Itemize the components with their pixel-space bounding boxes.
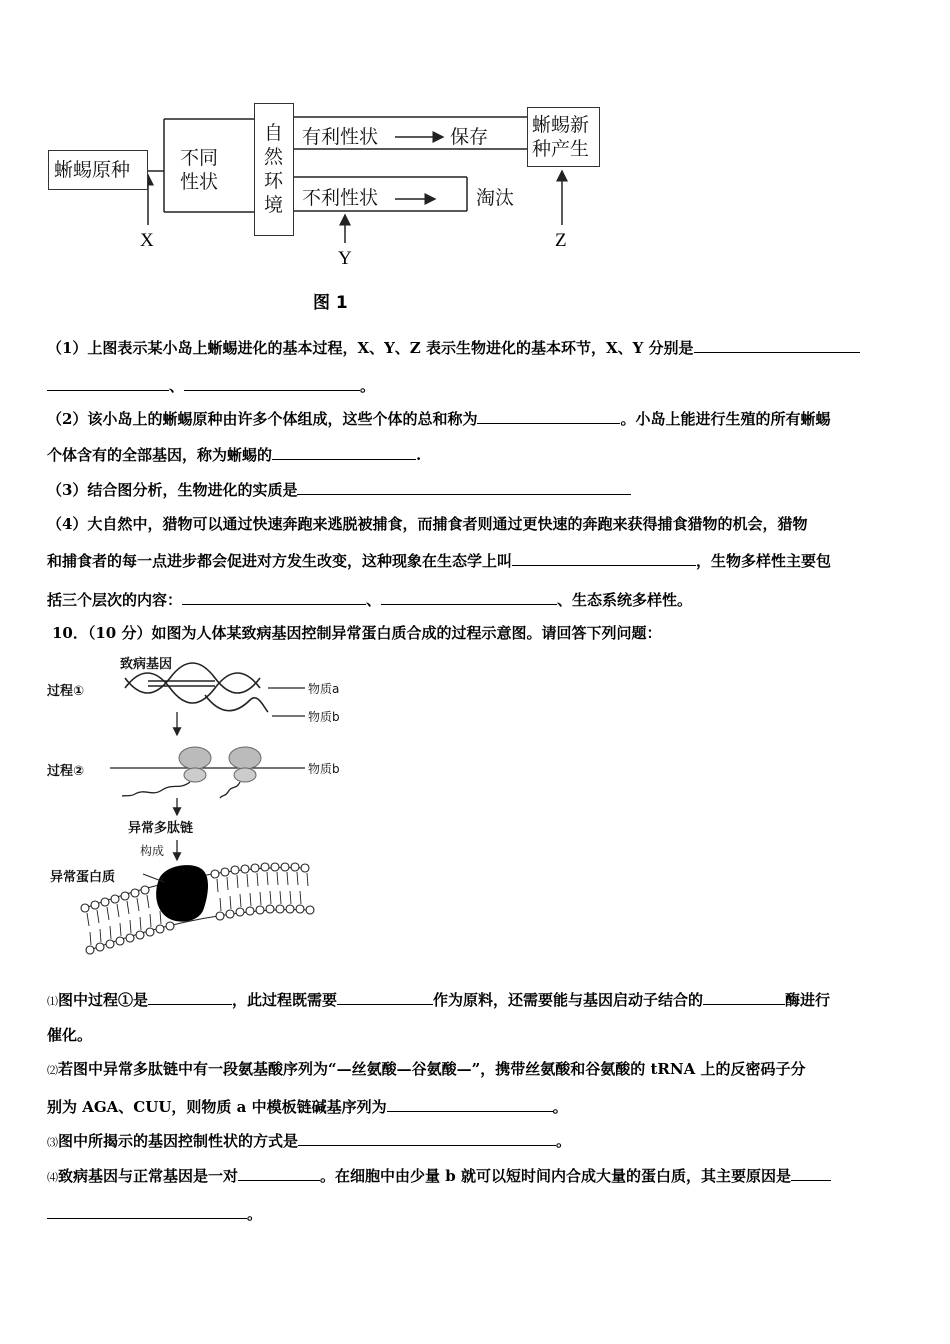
q10-s1-text-c: 作为原料，还需要能与基因启动子结合的: [433, 991, 704, 1009]
q10-sub3: [47, 1129, 571, 1154]
new-species-box: [527, 107, 600, 167]
constitute-label: 构成: [140, 844, 165, 858]
env-char-3: 环: [264, 170, 284, 192]
q9-part4-line3: [47, 588, 692, 611]
gene-expression-drawing: [40, 650, 370, 970]
q9-p2-text-c: 个体含有的全部基因，称为蜥蜴的: [47, 446, 273, 464]
q9-part2-line1: [47, 407, 830, 430]
preserve-label: 保存: [450, 126, 489, 148]
answer-blank[interactable]: [297, 478, 631, 495]
diff-traits-line2: 性状: [180, 171, 219, 193]
answer-blank[interactable]: [238, 1164, 320, 1181]
q10-s2-text-a: 若图中异常多肽链中有一段氨基酸序列为“—丝氨酸—谷氨酸—”，携带丝氨酸和谷氨酸的 tRNA 上的反密码子分: [58, 1060, 806, 1078]
figure1-caption: 图 1: [313, 293, 348, 313]
substance-b-label: 物质b: [308, 710, 340, 724]
gene-expression-diagram: [40, 650, 370, 970]
q9-part3: [47, 478, 631, 501]
gene-label: 致病基因: [120, 657, 173, 672]
abnormal-protein-label: 异常蛋白质: [50, 870, 116, 885]
q10-sub1-line1: [47, 988, 830, 1013]
q9-part4-line2: [47, 549, 831, 572]
sub-number: ⑴: [47, 995, 58, 1008]
label-z: Z: [555, 230, 567, 251]
q9-p2-text-b: 。小岛上能进行生殖的所有蜥蜴: [620, 410, 831, 428]
q10-s1-text-d: 酶进行: [785, 991, 831, 1009]
eliminate-label: 淘汰: [476, 187, 515, 209]
answer-blank[interactable]: [791, 1164, 831, 1181]
q9-part1-line2: [47, 374, 375, 397]
sub-number: ⑶: [47, 1136, 58, 1149]
q10-sub4-line2: [47, 1202, 262, 1225]
q10-sub2-line1: [47, 1058, 805, 1082]
sub-number: ⑵: [47, 1064, 58, 1077]
evolution-diagram: [40, 95, 620, 313]
separator: 、: [366, 591, 382, 609]
answer-blank[interactable]: [47, 374, 169, 391]
answer-blank[interactable]: [47, 1202, 247, 1219]
process2-label: 过程②: [47, 764, 85, 779]
q9-p4-text-b: 和捕食者的每一点进步都会促进对方发生改变，这种现象在生态学上叫: [47, 552, 513, 570]
answer-blank[interactable]: [182, 588, 366, 605]
q10-title: 10．（10 分）如图为人体某致病基因控制异常蛋白质合成的过程示意图。请回答下列问题：: [52, 624, 662, 642]
process1-label: 过程①: [47, 684, 85, 699]
diff-traits-line1: 不同: [180, 147, 219, 169]
q9-part2-line2: [47, 443, 421, 466]
sub-number: ⑷: [47, 1171, 58, 1184]
env-char-1: 自: [264, 122, 284, 144]
new-species-line1: 蜥蜴新: [532, 114, 590, 136]
unfavorable-traits-label: 不利性状: [302, 187, 379, 209]
q10-sub1-line2: 催化。: [47, 1026, 93, 1044]
env-char-2: 然: [264, 146, 284, 168]
answer-blank[interactable]: [381, 588, 557, 605]
period: 。: [247, 1205, 263, 1223]
q10-s4-text-b: 。在细胞中由少量 b 就可以短时间内合成大量的蛋白质，其主要原因是: [320, 1167, 791, 1185]
q10-s1-text-b: ，此过程既需要: [232, 991, 338, 1009]
q9-p3-text: （3）结合图分析，生物进化的实质是: [47, 481, 298, 499]
period: 。: [360, 377, 376, 395]
label-y: Y: [338, 248, 352, 269]
q9-p4-text-c: ，生物多样性主要包: [696, 552, 832, 570]
q9-p4-text-d: 括三个层次的内容：: [47, 591, 183, 609]
origin-species-box: [48, 150, 148, 190]
answer-blank[interactable]: [298, 1129, 556, 1146]
q9-p4-end: 、生态系统多样性。: [557, 591, 693, 609]
q9-part1-line1: [47, 336, 860, 359]
answer-blank[interactable]: [694, 336, 860, 353]
favorable-traits-label: 有利性状: [302, 126, 379, 148]
q10-sub4-line1: [47, 1164, 831, 1189]
answer-blank[interactable]: [184, 374, 360, 391]
answer-blank[interactable]: [148, 988, 232, 1005]
origin-species-label: 蜥蜴原种: [54, 159, 131, 181]
label-x: X: [140, 230, 154, 251]
q10-s1-text-a: 图中过程①是: [58, 991, 149, 1009]
substance-b2-label: 物质b: [308, 762, 340, 776]
q10-s2-text-b: 别为 AGA、CUU，则物质 a 中模板链碱基序列为: [47, 1098, 387, 1116]
substance-a-label: 物质a: [308, 682, 340, 696]
new-species-line2: 种产生: [532, 138, 590, 160]
answer-blank[interactable]: [272, 443, 416, 460]
answer-blank[interactable]: [512, 549, 696, 566]
env-char-4: 境: [264, 194, 284, 216]
natural-environment-box: [254, 103, 294, 236]
q9-part4-line1: [47, 513, 807, 535]
answer-blank[interactable]: [703, 988, 785, 1005]
answer-blank[interactable]: [337, 988, 433, 1005]
q9-p1-text: （1）上图表示某小岛上蜥蜴进化的基本过程，X、Y、Z 表示生物进化的基本环节，X、Y 分别是: [47, 339, 694, 357]
answer-blank[interactable]: [387, 1095, 553, 1112]
abnormal-protein-blob: [156, 865, 208, 921]
separator: 、: [169, 377, 185, 395]
period: 。: [556, 1132, 572, 1150]
period: 。: [552, 1098, 568, 1116]
abnormal-chain-label: 异常多肽链: [128, 821, 194, 836]
q9-p4-text-a: （4）大自然中，猎物可以通过快速奔跑来逃脱被捕食，而捕食者则通过更快速的奔跑来获得捕食猎物的机会，猎物: [47, 515, 808, 533]
answer-blank[interactable]: [477, 407, 620, 424]
period: .: [416, 446, 422, 464]
q10-s3-text: 图中所揭示的基因控制性状的方式是: [58, 1132, 299, 1150]
q9-p2-text: （2）该小岛上的蜥蜴原种由许多个体组成，这些个体的总和称为: [47, 410, 478, 428]
q10-sub2-line2: [47, 1095, 568, 1118]
q10-s4-text-a: 致病基因与正常基因是一对: [58, 1167, 239, 1185]
